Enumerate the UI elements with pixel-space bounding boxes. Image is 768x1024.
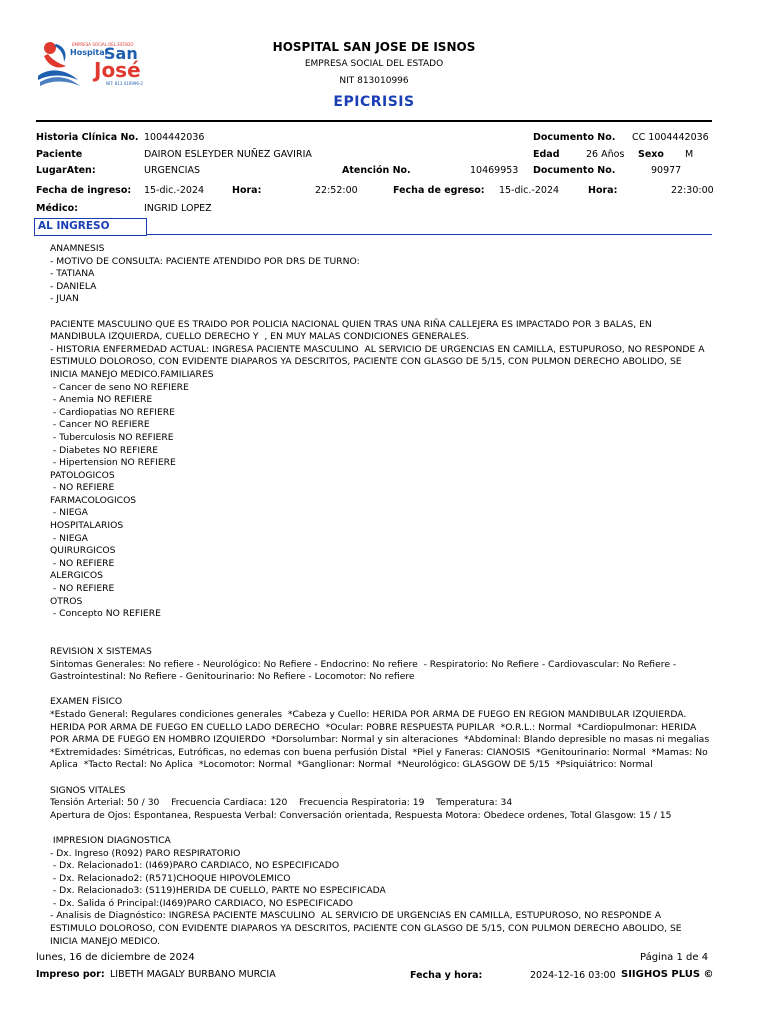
clinical-line: ESTIMULO DOLOROSO, CON EVIDENTE DIAPAROS YA DESCRITOS, PACIENTE CON GLASGO DE 5/15, CON PULMON DERECHO ABOLIDO, SE [50,923,682,935]
clinical-line: - TATIANA [50,268,95,280]
hora-ingreso-label: Hora: [232,185,262,196]
clinical-line [50,684,716,697]
clinical-line: - Dx. Relacionado3: (S119)HERIDA DE CUELLO, PARTE NO ESPECIFICADA [50,885,386,897]
footer-date: lunes, 16 de diciembre de 2024 [36,952,195,963]
section-divider [146,234,712,235]
clinical-line: Sintomas Generales: No refiere - Neurológico: No Refiere - Endocrino: No refiere - Respiratorio: No Refiere - Cardiovascular: No Refiere - [50,658,677,670]
clinical-line: - Dx. Relacionado2: (R571)CHOQUE HIPOVOLEMICO [50,872,291,884]
clinical-line: - NO REFIERE [50,583,115,595]
clinical-line: MANDIBULA IZQUIERDA, CUELLO DERECHO Y , EN MUY MALAS CONDICIONES GENERALES. [50,331,470,343]
document-title: EPICRISIS [333,94,415,110]
clinical-line: SIGNOS VITALES [50,784,126,796]
fecha-hora-value: 2024-12-16 03:00 [530,970,616,981]
clinical-line: - Tuberculosis NO REFIERE [50,431,174,443]
hora-egreso-value: 22:30:00 [671,185,714,196]
clinical-line: - Analisis de Diagnóstico: INGRESA PACIENTE MASCULINO AL SERVICIO DE URGENCIAS EN CAMILLA, ESTUPUROSO, NO RESPONDE A [50,910,661,922]
clinical-line: - NO REFIERE [50,557,115,569]
clinical-line: - NIEGA [50,532,88,544]
hora-egreso-label: Hora: [588,185,618,196]
clinical-line: - Concepto NO REFIERE [50,608,161,620]
documento-value: CC 1004442036 [632,132,709,143]
atencion-label: Atención No. [342,165,411,176]
software-name: SIIGHOS PLUS © [621,969,714,980]
clinical-line: IMPRESION DIAGNOSTICA [50,834,171,846]
logo-san-text: San [104,44,138,63]
clinical-line: Aplica *Tacto Rectal: No Aplica *Locomotor: Normal *Ganglionar: Normal *Neurológico: GLASGOW DE 5/15 *Psiquiátrico: Normal [50,759,653,771]
egreso-value: 15-dic.-2024 [499,185,560,196]
documento2-value: 90977 [651,165,682,176]
clinical-line [50,306,716,319]
clinical-line: *Estado General: Regulares condiciones generales *Cabeza y Cuello: HERIDA POR ARMA DE FUEGO EN REGION MANDIBULAR IZQUIERDA. [50,708,687,720]
clinical-line: - MOTIVO DE CONSULTA: PACIENTE ATENDIDO POR DRS DE TURNO: [50,255,360,267]
impreso-label: Impreso por: [36,969,105,980]
clinical-line: - Diabetes NO REFIERE [50,444,159,456]
clinical-line: ALERGICOS [50,570,103,582]
fecha-hora-label: Fecha y hora: [410,970,483,981]
clinical-line: OTROS [50,595,83,607]
nit-number: NIT 813010996 [339,76,409,86]
logo-jose-text: José [94,58,141,82]
clinical-line [50,772,716,785]
atencion-value: 10469953 [470,165,519,176]
sexo-label: Sexo [638,149,664,160]
clinical-line: - Hipertension NO REFIERE [50,457,176,469]
historia-value: 1004442036 [144,132,205,143]
clinical-line: - Cancer NO REFIERE [50,419,150,431]
clinical-line: - Cardiopatias NO REFIERE [50,406,175,418]
clinical-notes [50,243,716,948]
clinical-line: - NO REFIERE [50,482,115,494]
ingreso-label: Fecha de ingreso: [36,185,132,196]
clinical-line: POR ARMA DE FUEGO EN HOMBRO IZQUIERDO *Dorsolumbar: Normal y sin alteraciones *Abdominal: Blando depresible no masas ni megalias [50,734,710,746]
clinical-line: *Extremidades: Simétricas, Eutróficas, no edemas con buena perfusión Distal *Piel y Faneras: CIANOSIS *Genitourinario: Normal *Mamas: No [50,746,708,758]
sexo-value: M [685,149,694,160]
clinical-line: Tensión Arterial: 50 / 30 Frecuencia Cardiaca: 120 Frecuencia Respiratoria: 19 Temperatura: 34 [50,797,513,809]
historia-label: Historia Clínica No. [36,132,139,143]
clinical-line: - Dx. Ingreso (R092) PARO RESPIRATORIO [50,847,241,859]
clinical-line: - Cancer de seno NO REFIERE [50,381,189,393]
clinical-line [50,822,716,835]
clinical-line: Gastrointestinal: No Refiere - Genitourinario: No Refiere - Locomotor: No refiere [50,671,415,683]
ingreso-value: 15-dic.-2024 [144,185,205,196]
clinical-line: HOSPITALARIOS [50,520,124,532]
clinical-line [50,621,716,634]
hora-ingreso-value: 22:52:00 [315,185,358,196]
clinical-line: PACIENTE MASCULINO QUE ES TRAIDO POR POLICIA NACIONAL QUIEN TRAS UNA RIÑA CALLEJERA ES IMPACTADO POR 3 BALAS, EN [50,318,652,330]
hospital-name: HOSPITAL SAN JOSE DE ISNOS [272,40,476,54]
egreso-label: Fecha de egreso: [393,185,485,196]
entity-type: EMPRESA SOCIAL DEL ESTADO [304,59,444,69]
clinical-line: HERIDA POR ARMA DE FUEGO EN CUELLO LADO DERECHO *Ocular: POBRE RESPUESTA PUPILAR *O.R.L.: Normal *Cardiopulmonar: HERIDA [50,721,697,733]
clinical-line: ANAMNESIS [50,243,105,254]
lugar-label: LugarAten: [36,165,96,176]
clinical-line: Apertura de Ojos: Espontanea, Respuesta Verbal: Conversación orientada, Respuesta Motora: Obedece ordenes, Total Glasgow: 15 / 15 [50,809,672,821]
header-divider [36,120,712,122]
clinical-line: EXAMEN FÍSICO [50,696,123,708]
paciente-value: DAIRON ESLEYDER NUÑEZ GAVIRIA [144,149,312,160]
clinical-line: FARMACOLOGICOS [50,494,137,506]
paciente-label: Paciente [36,149,83,160]
documento2-label: Documento No. [533,165,616,176]
clinical-line: - NIEGA [50,507,88,519]
section-title: AL INGRESO [38,220,110,232]
clinical-line: - HISTORIA ENFERMEDAD ACTUAL: INGRESA PACIENTE MASCULINO AL SERVICIO DE URGENCIAS EN CAMILLA, ESTUPUROSO, NO RESPONDE A [50,343,705,355]
clinical-line: - DANIELA [50,280,97,292]
lugar-value: URGENCIAS [144,165,200,176]
clinical-line: - Anemia NO REFIERE [50,394,153,406]
clinical-line: QUIRURGICOS [50,545,116,557]
clinical-line: - Dx. Salida ó Principal:(I469)PARO CARDIACO, NO ESPECIFICADO [50,897,354,909]
clinical-line: - JUAN [50,293,79,305]
page-number: Página 1 de 4 [640,952,709,963]
documento-label: Documento No. [533,132,616,143]
logo-nit-text: NIT: 813 010996-2 [106,81,143,86]
clinical-line [50,633,716,646]
logo-hospital-text: Hospital [70,48,108,57]
clinical-line: INICIA MANEJO MEDICO. [50,935,161,947]
clinical-line: - Dx. Relacionado1: (I469)PARO CARDIACO, NO ESPECIFICADO [50,860,340,872]
edad-value: 26 Años [586,149,625,160]
edad-label: Edad [533,149,560,160]
impreso-value: LIBETH MAGALY BURBANO MURCIA [110,969,276,980]
medico-label: Médico: [36,203,78,214]
medico-value: INGRID LOPEZ [144,203,212,214]
clinical-line: PATOLOGICOS [50,469,115,481]
clinical-line: REVISION X SISTEMAS [50,646,152,657]
clinical-line: ESTIMULO DOLOROSO, CON EVIDENTE DIAPAROS YA DESCRITOS, PACIENTE CON GLASGO DE 5/15, CON PULMON DERECHO ABOLIDO, SE [50,356,682,368]
logo-top-text: EMPRESA SOCIAL DEL ESTADO [72,42,134,47]
clinical-line: INICIA MANEJO MEDICO.FAMILIARES [50,368,214,380]
